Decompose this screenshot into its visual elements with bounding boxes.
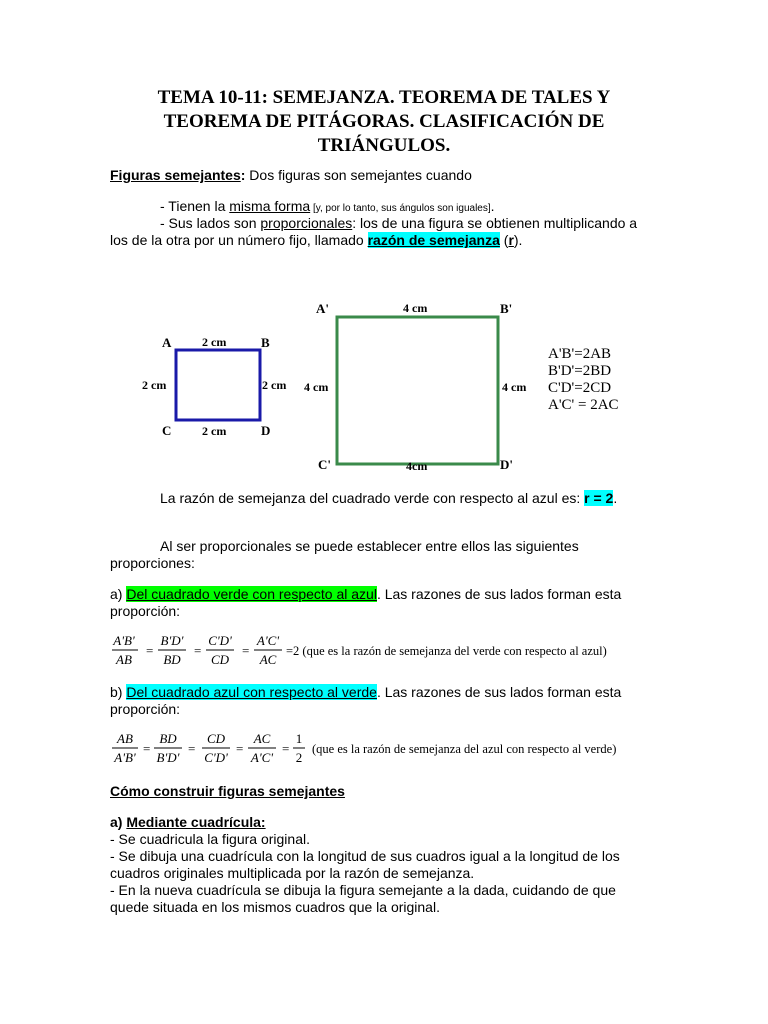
relation-cd: C'D'=2CD [548, 380, 612, 396]
eq-a-f2-num: B'D' [160, 633, 184, 648]
case-b-paragraph: b) Del cuadrado azul con respecto al verde. Las razones de sus lados forman esta proporción: [110, 684, 622, 717]
eq-a-f4-den: AC [259, 652, 277, 667]
bullet-proporcionales: - Sus lados son proporcionales: los de una figura se obtienen multiplicando a los de la otra por un número fijo, llamado razón de semejanza (r). [110, 215, 638, 248]
razon-semejanza-highlight: razón de semejanza [367, 232, 500, 248]
eq-a-f1-den: AB [116, 652, 132, 667]
eq-b-equals-2: = [188, 741, 196, 756]
r-symbol: r [508, 232, 514, 248]
figuras-intro: Figuras semejantes: Dos figuras son semejantes cuando [110, 167, 472, 183]
blue-label-b: B [261, 335, 270, 350]
case-a-highlight: Del cuadrado verde con respecto al azul [126, 586, 377, 602]
construir-heading: Cómo construir figuras semejantes [110, 783, 345, 799]
proporciones-paragraph: Al ser proporcionales se puede establecer entre ellos las siguientes proporciones: [110, 538, 579, 571]
bullet-misma-forma: - Tienen la misma forma [y, por lo tanto, sus ángulos son iguales]. [160, 198, 495, 214]
blue-bottom-length: 2 cm [202, 424, 227, 438]
blue-right-length: 2 cm [262, 378, 287, 392]
cuadricula-subheading: a) Mediante cuadrícula: [110, 814, 266, 830]
eq-a-f3-num: C'D' [208, 633, 232, 648]
eq-b-equals-1: = [143, 741, 151, 756]
eq-b-f1-num: AB [117, 731, 133, 746]
cuadricula-step-3: - En la nueva cuadrícula se dibuja la figura semejante a la dada, cuidando de que quede situada en los mismos cuadros que la original. [110, 882, 616, 915]
blue-label-c: C [162, 423, 172, 438]
case-b-highlight: Del cuadrado azul con respecto al verde [126, 684, 377, 700]
eq-a-f3-den: CD [210, 652, 230, 667]
relation-ab: A'B'=2AB [548, 346, 612, 362]
eq-b-result-num: 1 [295, 731, 303, 746]
eq-b-f4-den: A'C' [250, 750, 274, 765]
eq-b-equals-3: = [236, 741, 244, 756]
green-bottom-length: 4cm [406, 459, 428, 473]
eq-b-result-den: 2 [295, 750, 303, 765]
green-top-length: 4 cm [403, 301, 428, 315]
eq-a-equals-3: = [242, 643, 250, 658]
eq-a-result: =2 (que es la razón de semejanza del verde con respecto al azul) [286, 644, 607, 658]
blue-square [176, 350, 260, 420]
green-label-a: A' [316, 301, 329, 316]
cuadricula-step-1: - Se cuadricula la figura original. [110, 831, 310, 847]
equation-a [110, 630, 670, 670]
blue-left-length: 2 cm [142, 378, 167, 392]
green-right-length: 4 cm [502, 380, 527, 394]
green-label-c: C' [318, 457, 331, 472]
case-a-paragraph: a) Del cuadrado verde con respecto al azul. Las razones de sus lados forman esta proporción: [110, 586, 622, 619]
blue-top-length: 2 cm [202, 335, 227, 349]
razon-paragraph: La razón de semejanza del cuadrado verde con respecto al azul es: r = 2. [160, 490, 618, 506]
eq-a-equals-2: = [194, 643, 202, 658]
green-left-length: 4 cm [304, 380, 329, 394]
eq-a-f1-num: A'B' [113, 633, 135, 648]
eq-b-f2-num: BD [159, 731, 177, 746]
blue-label-a: A [162, 335, 172, 350]
eq-a-f2-den: BD [163, 652, 181, 667]
eq-b-f3-den: C'D' [204, 750, 228, 765]
eq-b-f3-num: CD [206, 731, 226, 746]
figuras-heading: Figuras semejantes [110, 167, 241, 183]
eq-b-f4-num: AC [253, 731, 271, 746]
eq-b-f1-den: A'B' [114, 750, 136, 765]
cuadricula-step-2: - Se dibuja una cuadrícula con la longitud de sus cuadros igual a la longitud de los cuadros originales multiplicada por la razón de semejanza. [110, 848, 620, 881]
squares-diagram [130, 290, 660, 480]
document-title: TEMA 10-11: SEMEJANZA. TEOREMA DE TALES Y TEOREMA DE PITÁGORAS. CLASIFICACIÓN DE TRIÁNGULOS. [157, 87, 611, 156]
relation-ac: A'C' = 2AC [548, 397, 619, 413]
proporcionales-term: proporcionales [260, 215, 353, 231]
green-label-d: D' [500, 457, 513, 472]
equation-b [110, 728, 670, 768]
green-label-b: B' [500, 301, 513, 316]
eq-b-result: (que es la razón de semejanza del azul con respecto al verde) [312, 742, 617, 756]
eq-b-f2-den: B'D' [156, 750, 180, 765]
relation-bd: B'D'=2BD [548, 363, 612, 379]
eq-a-equals-1: = [146, 643, 154, 658]
r-equals-2-highlight: r = 2 [584, 490, 614, 506]
misma-forma-term: misma forma [229, 198, 311, 214]
blue-label-d: D [261, 423, 271, 438]
eq-a-f4-num: A'C' [256, 633, 280, 648]
eq-b-equals-4: = [282, 741, 290, 756]
green-square [337, 317, 498, 464]
